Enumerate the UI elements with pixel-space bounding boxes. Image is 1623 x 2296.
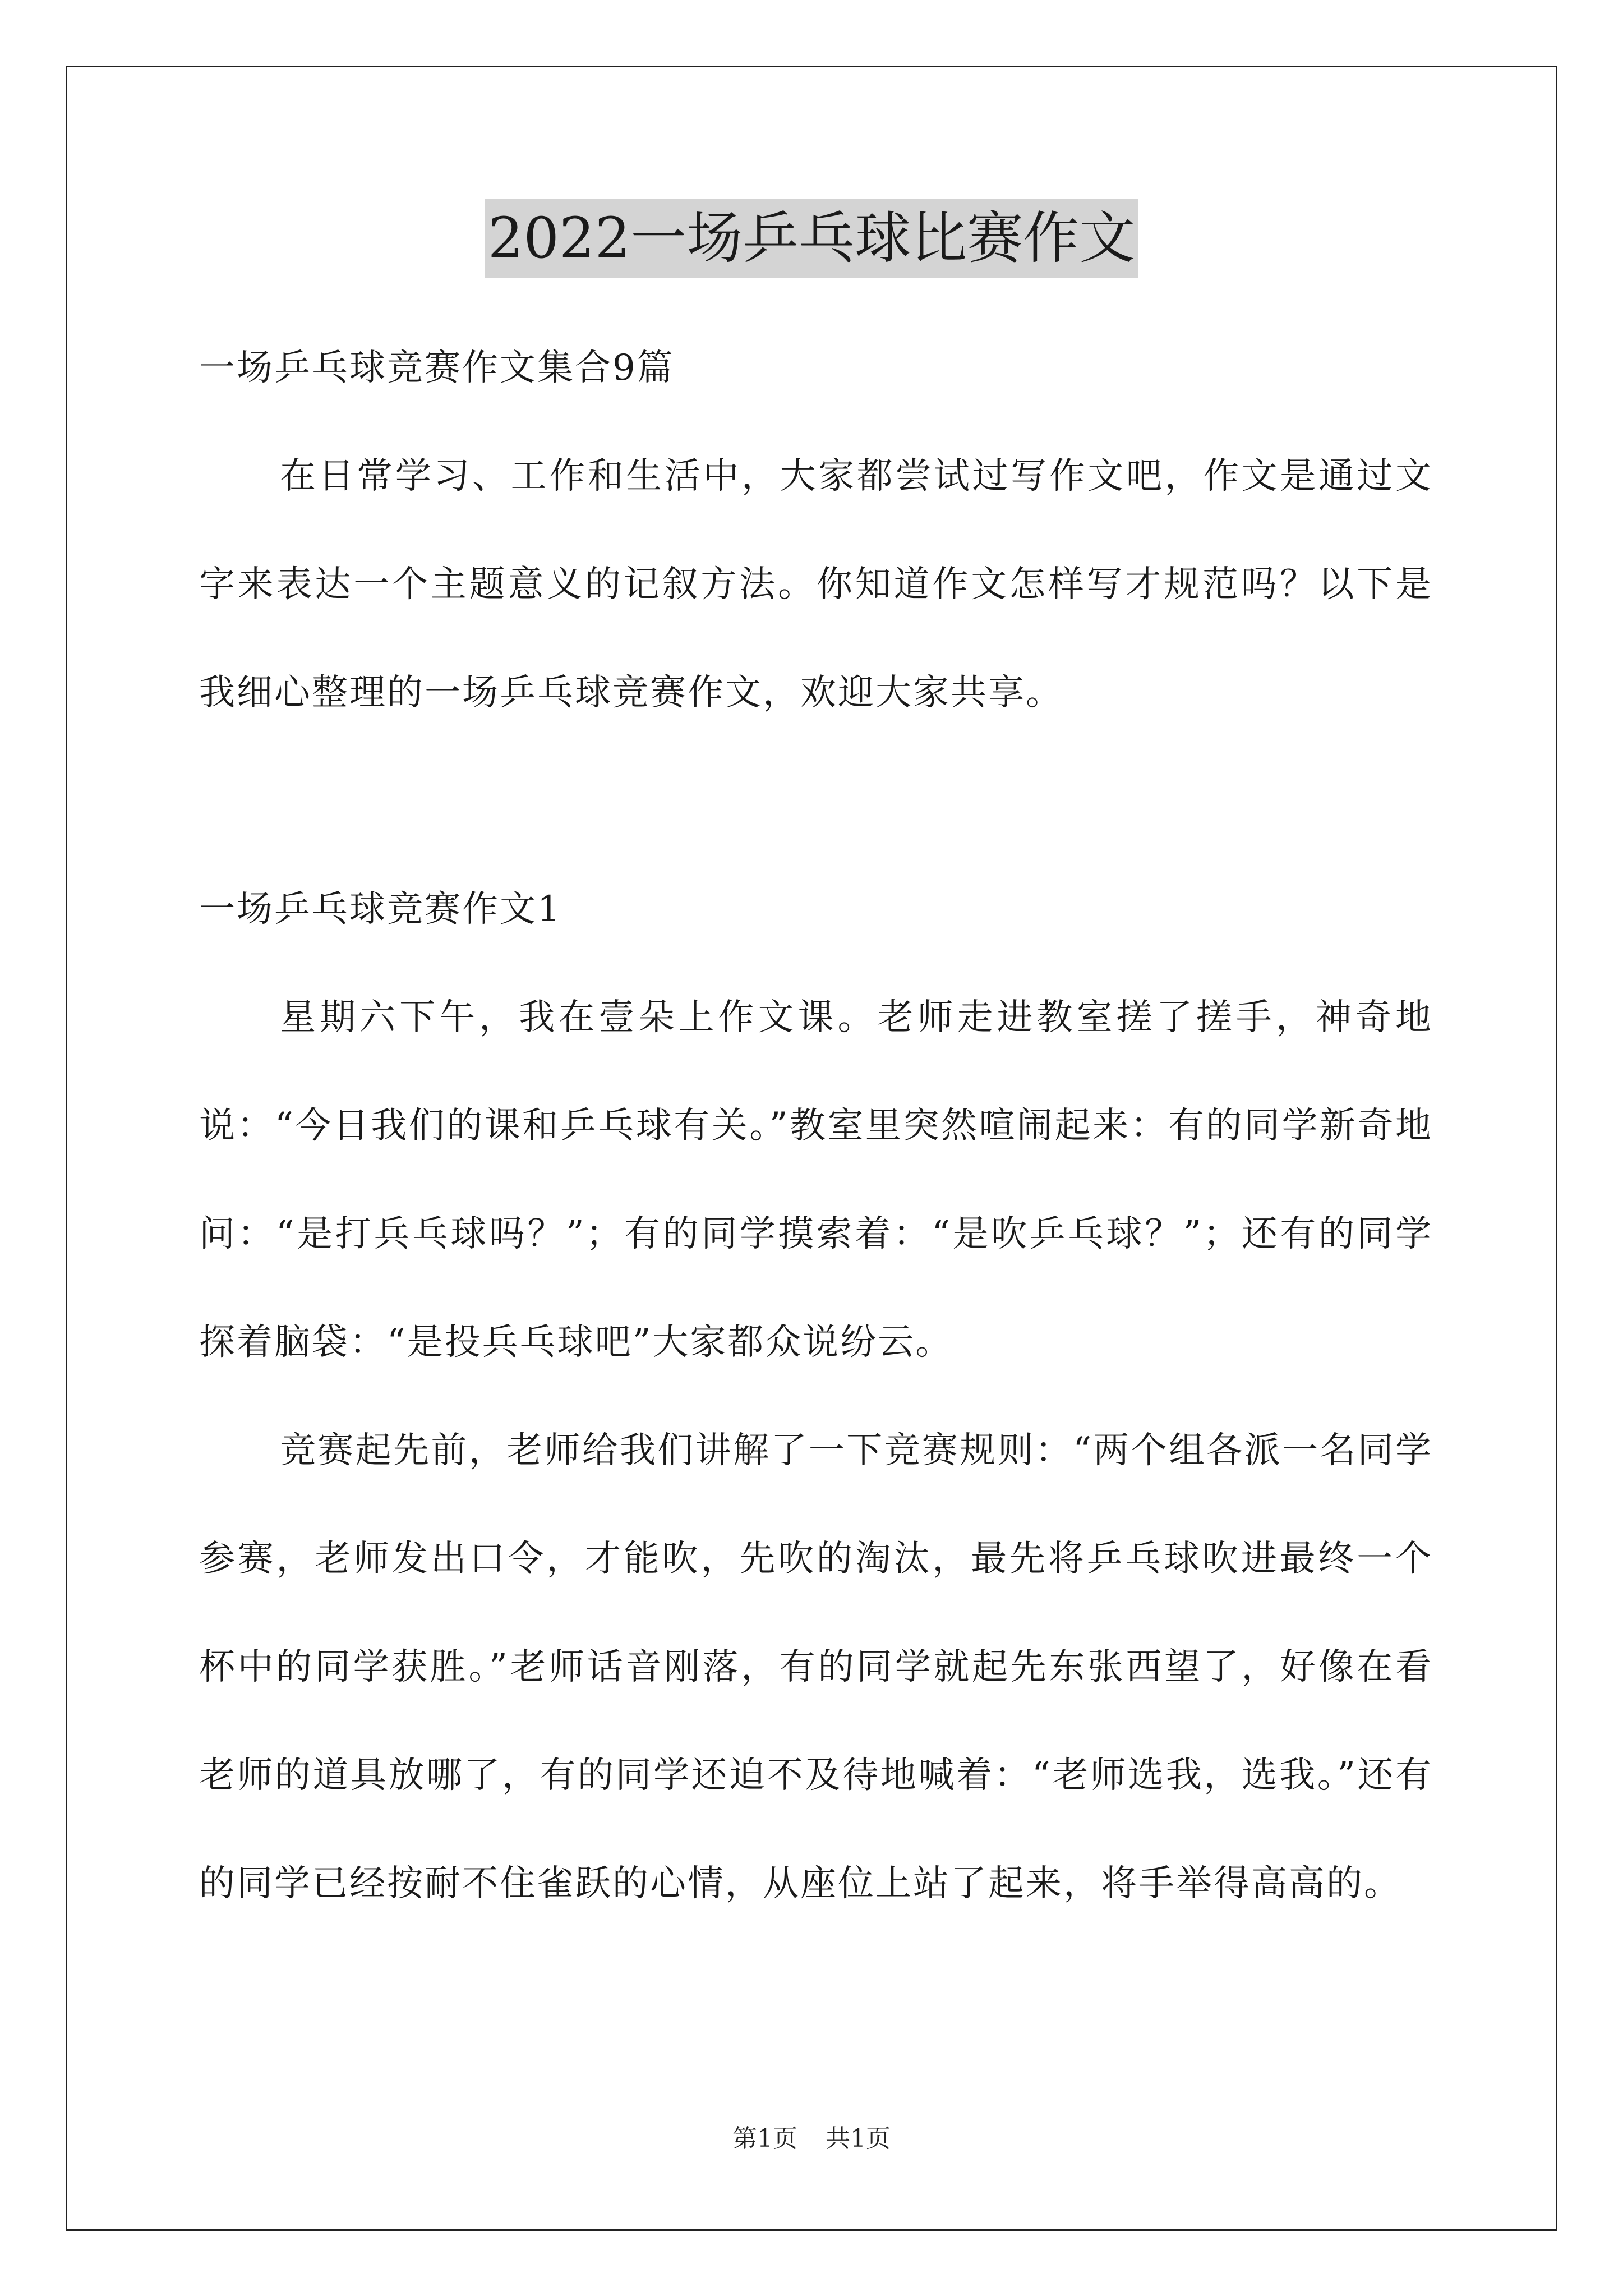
document-title: 2022一场乒乓球比赛作文 <box>485 199 1139 278</box>
body-paragraph: 星期六下午，我在壹朵上作文课。老师走进教室搓了搓手，神奇地说：“今日我们的课和乒乓球有关。”教室里突然喧闹起来：有的同学新奇地问：“是打兵乓球吗？”；有的同学摸索着：“是吹乒乓球？”；还有的同学探着脑袋：“是投兵乓球吧”大家都众说纷云。 <box>199 997 1433 1363</box>
page-number: 第1页 <box>732 2124 797 2153</box>
document-subtitle: 一场乒乓球竞赛作文集合9篇 <box>199 347 675 389</box>
body-paragraph: 竞赛起先前，老师给我们讲解了一下竞赛规则：“两个组各派一名同学参赛，老师发出口令，才能吹，先吹的淘汰，最先将乒乓球吹进最终一个杯中的同学获胜。”老师话音刚落，有的同学就起先东张西望了，好像在看老师的道具放哪了，有的同学还迫不及待地喊着：“老师选我，选我。”还有的同学已经按耐不住雀跃的心情，从座位上站了起来，将手举得高高的。 <box>199 1430 1433 1904</box>
intro-paragraph: 在日常学习、工作和生活中，大家都尝试过写作文吧，作文是通过文字来表达一个主题意义的记叙方法。你知道作文怎样写才规范吗？以下是我细心整理的一场乒乓球竞赛作文，欢迎大家共享。 <box>199 455 1433 714</box>
page-footer <box>0 2122 1623 2156</box>
document-body <box>199 314 1433 1938</box>
section-spacer <box>199 747 1433 855</box>
page-total: 共1页 <box>826 2124 891 2153</box>
section-heading: 一场乒乓球竞赛作文1 <box>199 889 562 930</box>
title-container <box>0 199 1623 278</box>
